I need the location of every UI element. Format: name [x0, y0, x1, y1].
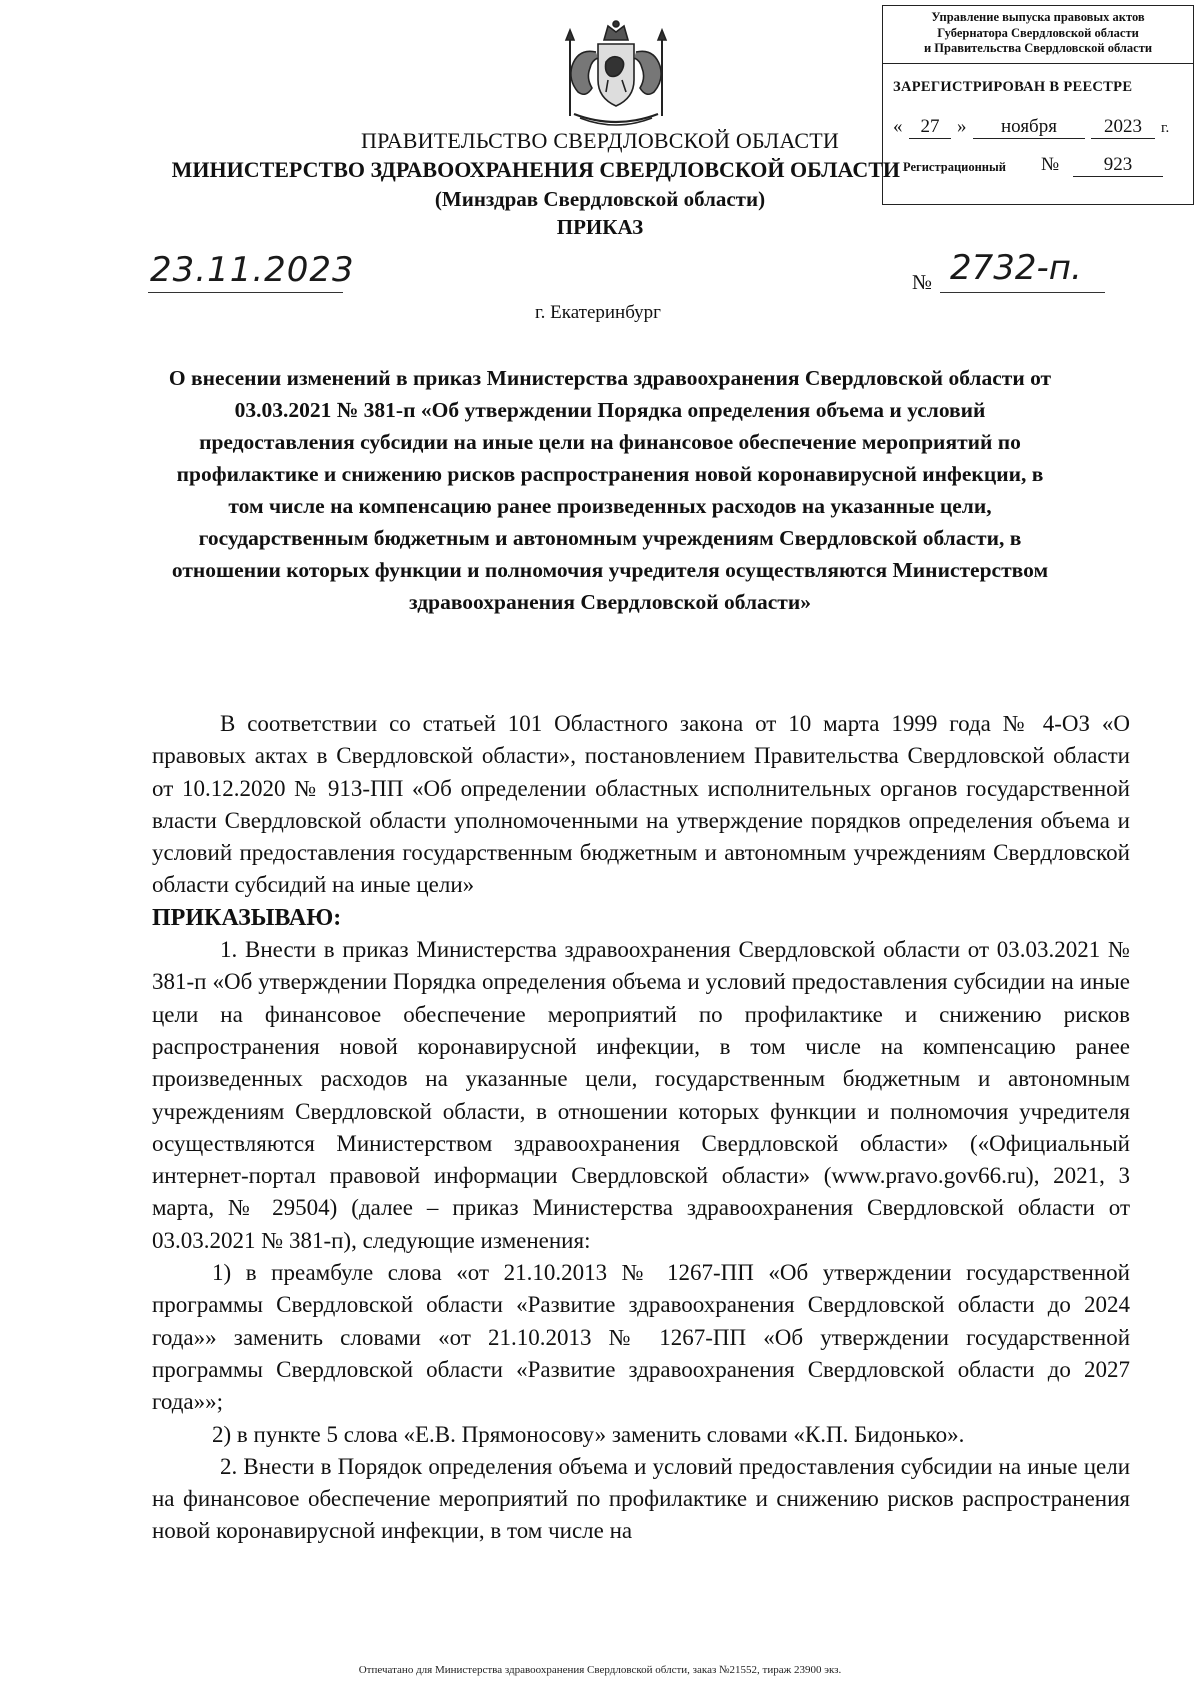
city: г. Екатеринбург	[535, 302, 661, 323]
stamp-quote-open: «	[893, 116, 903, 137]
registration-stamp	[882, 5, 1194, 205]
stamp-department	[883, 6, 1193, 64]
ministry-abbr: (Минздрав Свердловской области)	[434, 187, 766, 211]
ministry-name: МИНИСТЕРСТВО ЗДРАВООХРАНЕНИЯ СВЕРДЛОВСКОЙ ОБЛАСТИ	[171, 157, 900, 182]
stamp-registered-text: ЗАРЕГИСТРИРОВАН В РЕЕСТРЕ	[893, 79, 1133, 95]
handwritten-date: 23.11.2023	[150, 250, 355, 290]
stamp-reg-value: 923	[1073, 154, 1163, 177]
stamp-reg-number	[883, 152, 1193, 180]
date-underline	[148, 292, 343, 293]
number-underline	[940, 292, 1105, 293]
paragraph-item-2: 2. Внести в Порядок определения объема и условий предоставления субсидии на иные цели на финансовое обеспечение мероприятий по профилактике и снижению рисков распространения новой коронавирусной инфекции, в том числе на	[152, 1453, 1130, 1544]
stamp-year-suffix: г.	[1161, 120, 1170, 136]
stamp-quote-close: »	[957, 116, 967, 137]
stamp-dept-line: и Правительства Свердловской области	[923, 41, 1153, 55]
stamp-no-sign: №	[1041, 154, 1060, 175]
order-word: ПРИКАЗЫВАЮ:	[152, 904, 342, 931]
paragraph-item-1-1: 1) в преамбуле слова «от 21.10.2013 № 1267-ПП «Об утверждении государственной программы Свердловской области «Развитие здравоохранения Свердловской области до 2024 года»» заменить словами «от 21.10.2013 № 1267-ПП «Об утверждении государственной программы Свердловской области «Развитие здравоохранения Свердловской области до 2027 года»»;	[152, 1260, 1130, 1415]
paragraph-item-1: 1. Внести в приказ Министерства здравоохранения Свердловской области от 03.03.2021 № 381-п «Об утверждении Порядка определения объема и условий предоставления субсидии на иные цели на финансовое обеспечение мероприятий по профилактике и снижению рисков распространения новой коронавирусной инфекции, в том числе на компенсацию ранее произведенных расходов на указанные цели, государственным бюджетным и автономным учреждениям Свердловской области, в отношении которых функции и полномочия учредителя осуществляются Министерством здравоохранения Свердловской области» («Официальный интернет-портал правовой информации Свердловской области» (www.pravo.gov66.ru), 2021, 3 марта, № 29504) (далее – приказ Министерства здравоохранения Свердловской области от 03.03.2021 № 381-п), следующие изменения:	[152, 937, 1130, 1253]
paragraph-item-1-2: 2) в пункте 5 слова «Е.В. Прямоносову» заменить словами «К.П. Бидонько».	[212, 1421, 965, 1447]
coat-of-arms-icon	[556, 18, 676, 134]
stamp-dept-line: Управление выпуска правовых актов	[931, 10, 1145, 24]
government-name: ПРАВИТЕЛЬСТВО СВЕРДЛОВСКОЙ ОБЛАСТИ	[361, 128, 839, 153]
handwritten-number: 2732-п.	[950, 248, 1082, 288]
document-type: ПРИКАЗ	[556, 215, 644, 239]
stamp-dept-line: Губернатора Свердловской области	[937, 25, 1139, 40]
print-footer: Отпечатано для Министерства здравоохранения Свердловской облсти, заказ №21552, тираж 23900 экз.	[358, 1664, 842, 1676]
document-title: О внесении изменений в приказ Министерства здравоохранения Свердловской области от 03.03.2021 № 381-п «Об утверждении Порядка определения объема и условий предоставления субсидии на иные цели на финансовое обеспечение мероприятий по профилактике и снижению рисков распространения новой коронавирусной инфекции, в том числе на компенсацию ранее произведенных расходов на указанные цели, государственным бюджетным и автономным учреждениям Свердловской области, в отношении которых функции и полномочия учредителя осуществляются Министерством здравоохранения Свердловской области»	[168, 366, 1052, 614]
number-label: №	[912, 270, 933, 294]
document-body	[152, 708, 1130, 1548]
stamp-year: 2023	[1091, 116, 1155, 139]
stamp-month: ноября	[973, 116, 1085, 139]
stamp-day: 27	[909, 116, 951, 139]
stamp-reg-label: Регистрационный	[903, 160, 1006, 174]
preamble-paragraph: В соответствии со статьей 101 Областного закона от 10 марта 1999 года № 4-ОЗ «О правовых актах в Свердловской области», постановлением Правительства Свердловской области от 10.12.2020 № 913-ПП «Об определении областных исполнительных органов государственной власти Свердловской области уполномоченными на утверждение порядков определения объема и условий предоставления государственным бюджетным и автономным учреждениям Свердловской области субсидий на иные цели»	[152, 711, 1130, 898]
